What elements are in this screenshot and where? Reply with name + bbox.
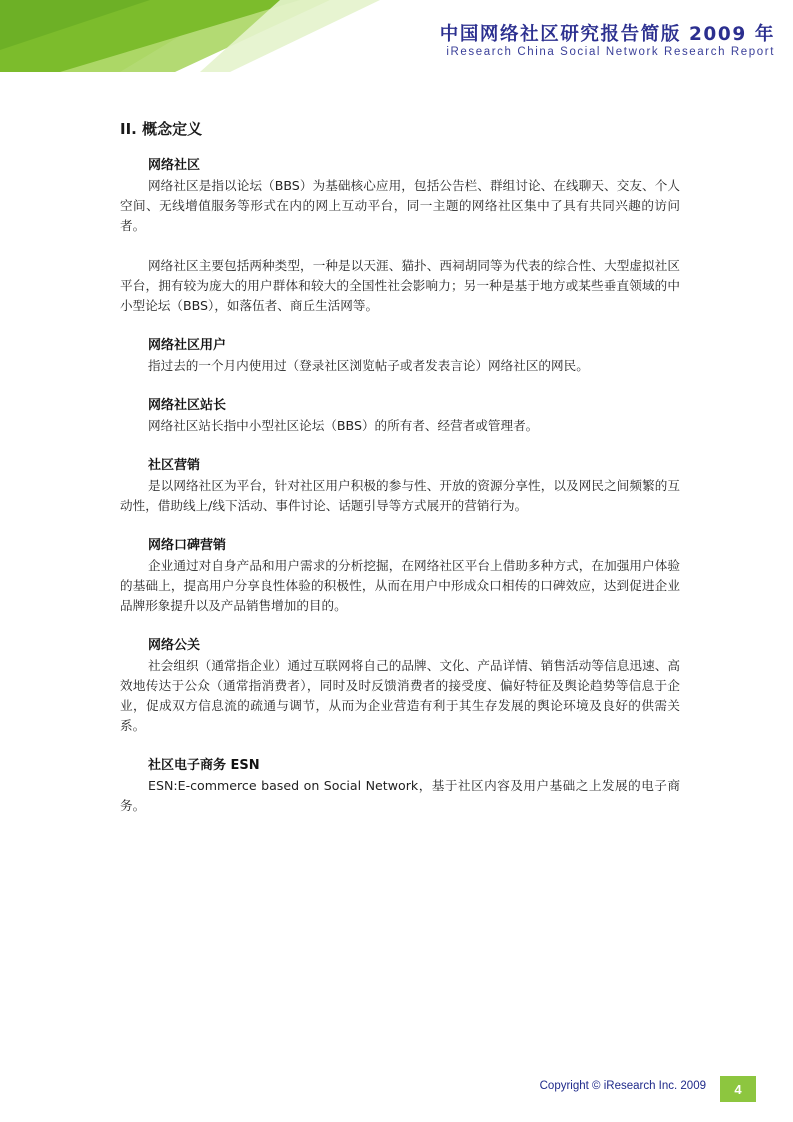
definition-community-users — [120, 336, 680, 376]
definition-term: 社区电子商务 ESN — [148, 758, 260, 773]
definition-term: 社区营销 — [148, 458, 201, 473]
definition-term: 网络社区站长 — [148, 398, 227, 413]
definition-term: 网络公关 — [148, 638, 201, 653]
definition-community-webmaster — [120, 396, 680, 436]
header-subtitle: iResearch China Social Network Research Report — [446, 46, 775, 58]
section-title: II. 概念定义 — [120, 120, 203, 138]
footer-copyright: Copyright © iResearch Inc. 2009 — [539, 1080, 706, 1092]
definition-esn — [120, 756, 680, 816]
definition-text: 网络社区站长指中小型社区论坛（BBS）的所有者、经营者或管理者。 — [148, 418, 539, 433]
definition-community-marketing — [120, 456, 680, 516]
definition-term: 网络社区用户 — [148, 338, 227, 353]
page-number: 4 — [720, 1076, 756, 1102]
definition-term: 网络口碑营销 — [148, 538, 227, 553]
definition-text: 是以网络社区为平台，针对社区用户积极的参与性、开放的资源分享性，以及网民之间频繁的互动性，借助线上/线下活动、事件讨论、话题引导等方式展开的营销行为。 — [120, 478, 680, 513]
definition-online-pr — [120, 636, 680, 736]
definitions-list — [120, 156, 680, 836]
definition-text: 网络社区主要包括两种类型，一种是以天涯、猫扑、西祠胡同等为代表的综合性、大型虚拟社区平台，拥有较为庞大的用户群体和较大的全国性社会影响力；另一种是基于地方或某些垂直领域的中小型论坛（BBS），如落伍者、商丘生活网等。 — [120, 258, 680, 313]
definition-wom-marketing — [120, 536, 680, 616]
definition-text: 企业通过对自身产品和用户需求的分析挖掘，在网络社区平台上借助多种方式，在加强用户体验的基础上，提高用户分享良性体验的积极性，从而在用户中形成众口相传的口碑效应，达到促进企业品牌形象提升以及产品销售增加的目的。 — [120, 558, 680, 613]
definition-network-community — [120, 156, 680, 316]
definition-term: 网络社区 — [148, 158, 201, 173]
definition-text: ESN:E-commerce based on Social Network，基于社区内容及用户基础之上发展的电子商务。 — [120, 778, 680, 813]
definition-text: 网络社区是指以论坛（BBS）为基础核心应用，包括公告栏、群组讨论、在线聊天、交友、个人空间、无线增值服务等形式在内的网上互动平台，同一主题的网络社区集中了具有共同兴趣的访问者。 — [120, 178, 680, 233]
definition-text: 社会组织（通常指企业）通过互联网将自己的品牌、文化、产品详情、销售活动等信息迅速、高效地传达于公众（通常指消费者），同时及时反馈消费者的接受度、偏好特征及舆论趋势等信息于企业，促成双方信息流的疏通与调节，从而为企业营造有利于其生存发展的舆论环境及良好的供需关系。 — [120, 658, 680, 733]
header-title: 中国网络社区研究报告简版 2009 年 — [439, 24, 775, 45]
definition-text: 指过去的一个月内使用过（登录社区浏览帖子或者发表言论）网络社区的网民。 — [148, 358, 589, 373]
